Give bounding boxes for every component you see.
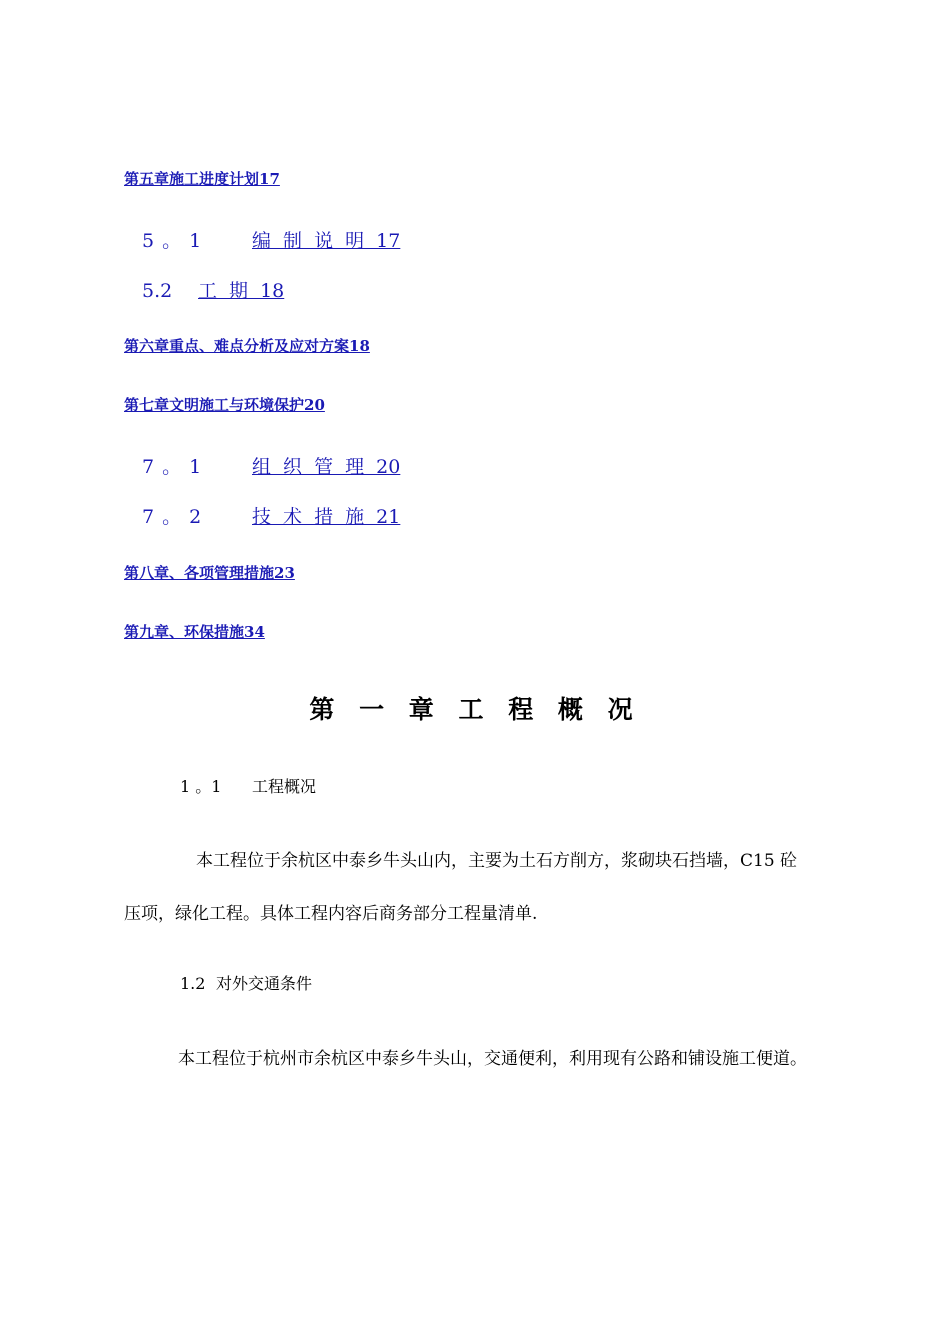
toc-link-chapter-9[interactable]: 第九章、环保措施34 <box>124 623 265 641</box>
toc-section-number: 7 。 2 <box>142 506 202 528</box>
paragraph-line: 本工程位于余杭区中泰乡牛头山内，主要为土石方削方，浆砌块石挡墙，C15 砼 <box>196 851 798 871</box>
toc-section-label: 工 期 18 <box>198 280 285 302</box>
toc-link-chapter-6[interactable]: 第六章重点、难点分析及应对方案18 <box>124 337 370 355</box>
toc-link-section-5-1[interactable] <box>142 226 400 253</box>
section-title: 工程概况 <box>252 777 317 796</box>
toc-section-number: 7 。 1 <box>142 456 202 478</box>
toc-link-section-5-2[interactable] <box>142 276 284 303</box>
toc-section-number: 5 。 1 <box>142 230 202 252</box>
paragraph-line: 压项，绿化工程。具体工程内容后商务部分工程量清单. <box>124 904 538 924</box>
toc-link-section-7-1[interactable] <box>142 452 400 479</box>
section-heading-1-1 <box>180 774 316 797</box>
section-number: 1.2 <box>180 974 206 993</box>
toc-link-chapter-8[interactable]: 第八章、各项管理措施23 <box>124 564 295 582</box>
section-number: 1 。1 <box>180 777 222 796</box>
toc-link-chapter-5[interactable]: 第五章施工进度计划17 <box>124 170 280 188</box>
section-title: 对外交通条件 <box>216 974 313 993</box>
toc-section-label: 编 制 说 明 17 <box>252 230 401 252</box>
paragraph-line: 本工程位于杭州市余杭区中泰乡牛头山，交通便利，利用现有公路和铺设施工便道。 <box>178 1049 807 1069</box>
toc-section-label: 技 术 措 施 21 <box>252 506 401 528</box>
chapter-title: 第 一 章 工 程 概 况 <box>309 695 641 724</box>
toc-section-label: 组 织 管 理 20 <box>252 456 401 478</box>
toc-link-section-7-2[interactable] <box>142 502 400 529</box>
toc-link-chapter-7[interactable]: 第七章文明施工与环境保护20 <box>124 396 325 414</box>
toc-section-number: 5.2 <box>142 280 173 302</box>
section-heading-1-2 <box>180 971 312 994</box>
